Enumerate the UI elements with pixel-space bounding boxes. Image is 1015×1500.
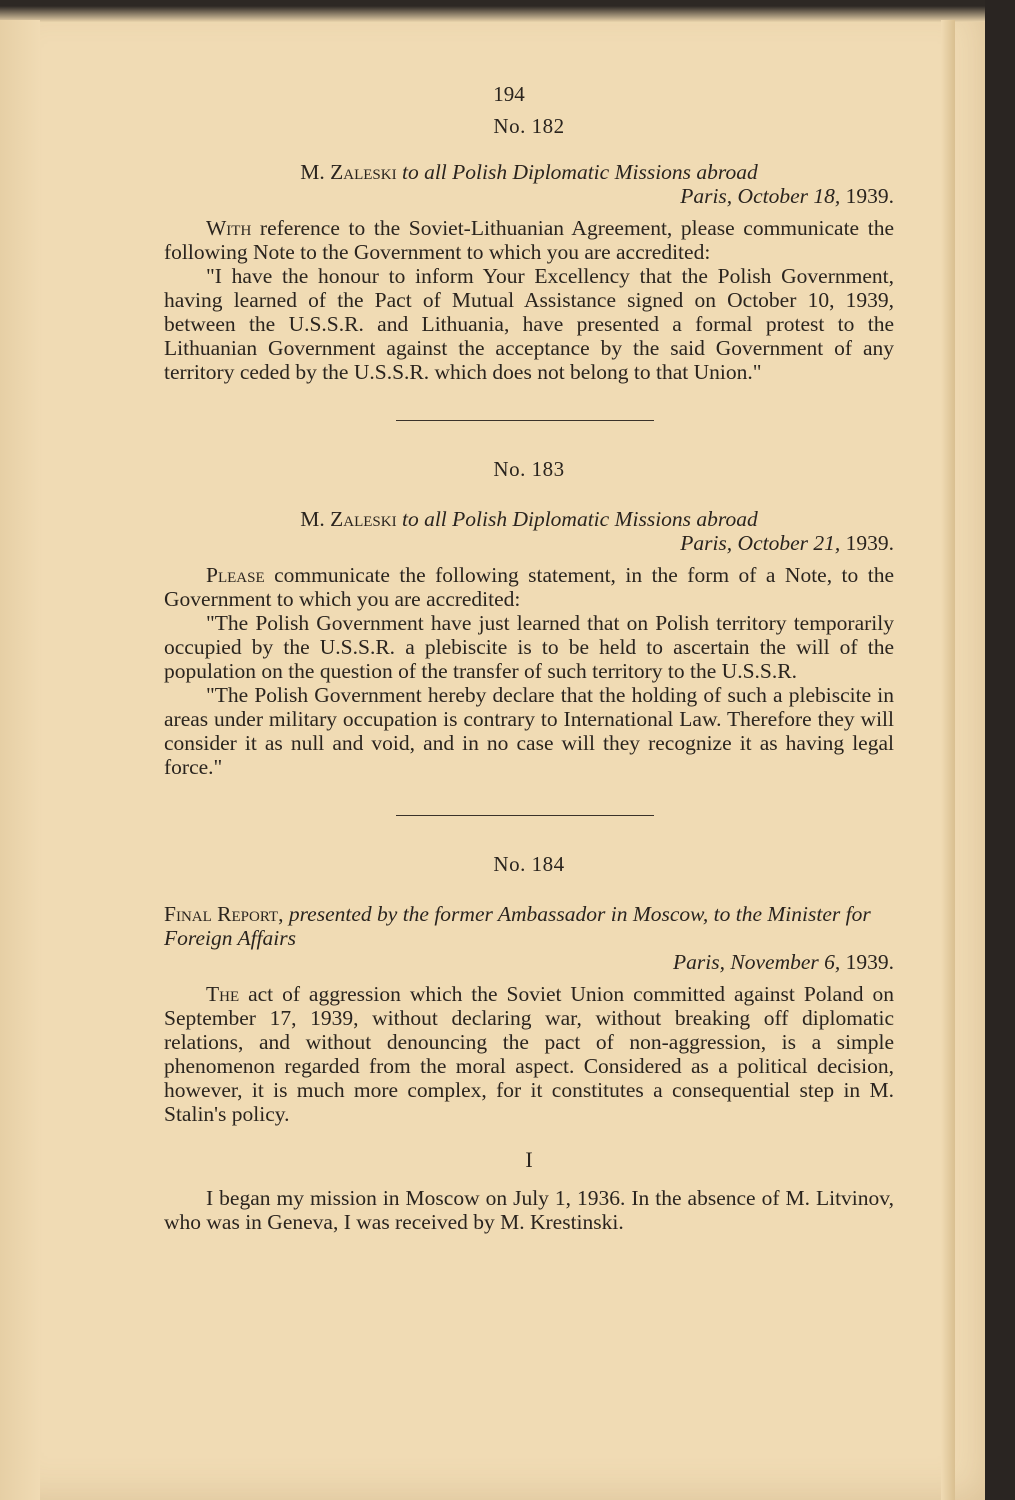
section-divider <box>396 815 654 816</box>
lead-word: With <box>206 216 252 240</box>
page-right-edge <box>941 20 955 1500</box>
sender: M. Zaleski <box>300 507 397 531</box>
document-182 <box>164 114 894 384</box>
document-number: No. 182 <box>493 114 565 138</box>
paragraph: "The Polish Government have just learned that on Polish territory temporarily occupied by the U.S.S.R. a plebiscite is to be held to ascertain the will of the population on the question of the transfer of such territory to the U.S.S.R. <box>164 611 894 683</box>
place-date <box>164 950 894 974</box>
document-heading <box>164 902 894 950</box>
paragraph <box>164 216 894 264</box>
document-183 <box>164 457 894 779</box>
section-numeral: I <box>525 1147 533 1172</box>
document-number: No. 183 <box>493 457 565 481</box>
paragraph: "I have the honour to inform Your Excellency that the Polish Government, having learned of the Pact of Mutual Assistance signed on October 10, 1939, between the U.S.S.R. and Lithuania, have presented a formal protest to the Lithuanian Government against the acceptance by the said Government of any territory ceded by the U.S.S.R. which does not belong to that Union." <box>164 264 894 384</box>
place-date <box>164 531 894 555</box>
paragraph-text: communicate the following statement, in the form of a Note, to the Government to which you are accredited: <box>164 563 894 611</box>
page-content <box>164 82 894 1234</box>
year: 1939. <box>845 950 894 974</box>
paragraph: I began my mission in Moscow on July 1, 1936. In the absence of M. Litvinov, who was in Geneva, I was received by M. Krestinski. <box>164 1186 894 1234</box>
lead-word: Please <box>206 563 265 587</box>
recipient: to all Polish Diplomatic Missions abroad <box>401 160 758 184</box>
report-subtitle: presented by the former Ambassador in Moscow, to the Minister for Foreign Affairs <box>164 902 871 950</box>
page-top-edge <box>0 0 985 22</box>
section-divider <box>396 420 654 421</box>
lead-word: The <box>206 982 240 1006</box>
paragraph: "The Polish Government hereby declare that the holding of such a plebiscite in areas under military occupation is contrary to International Law. Therefore they will consider it as null and void, and in no case will they recognize it as having legal force." <box>164 683 894 779</box>
document-heading <box>164 160 894 184</box>
document-184 <box>164 852 894 1234</box>
sender: M. Zaleski <box>300 160 397 184</box>
paragraph-text: reference to the Soviet-Lithuanian Agreement, please communicate the following Note to the Government to which you are accredited: <box>164 216 894 264</box>
place-date <box>164 184 894 208</box>
year: 1939. <box>845 184 894 208</box>
page-left-edge <box>0 20 40 1500</box>
place-date-text: Paris, November 6, <box>673 950 841 974</box>
year: 1939. <box>845 531 894 555</box>
paragraph <box>164 563 894 611</box>
document-heading <box>164 507 894 531</box>
paragraph-text: act of aggression which the Soviet Union committed against Poland on September 17, 1939, without declaring war, without breaking off diplomatic relations, and without denouncing the pact of non-aggression, is a simple phenomenon regarded from the moral aspect. Considered as a political decision, however, it is much more complex, for it constitutes a consequential step in M. Stalin's policy. <box>164 982 894 1126</box>
page-number: 194 <box>493 82 525 106</box>
place-date-text: Paris, October 18, <box>680 184 841 208</box>
document-number: No. 184 <box>493 852 565 876</box>
place-date-text: Paris, October 21, <box>680 531 841 555</box>
recipient: to all Polish Diplomatic Missions abroad <box>401 507 758 531</box>
paragraph <box>164 982 894 1126</box>
report-title: Final Report, <box>164 902 284 926</box>
